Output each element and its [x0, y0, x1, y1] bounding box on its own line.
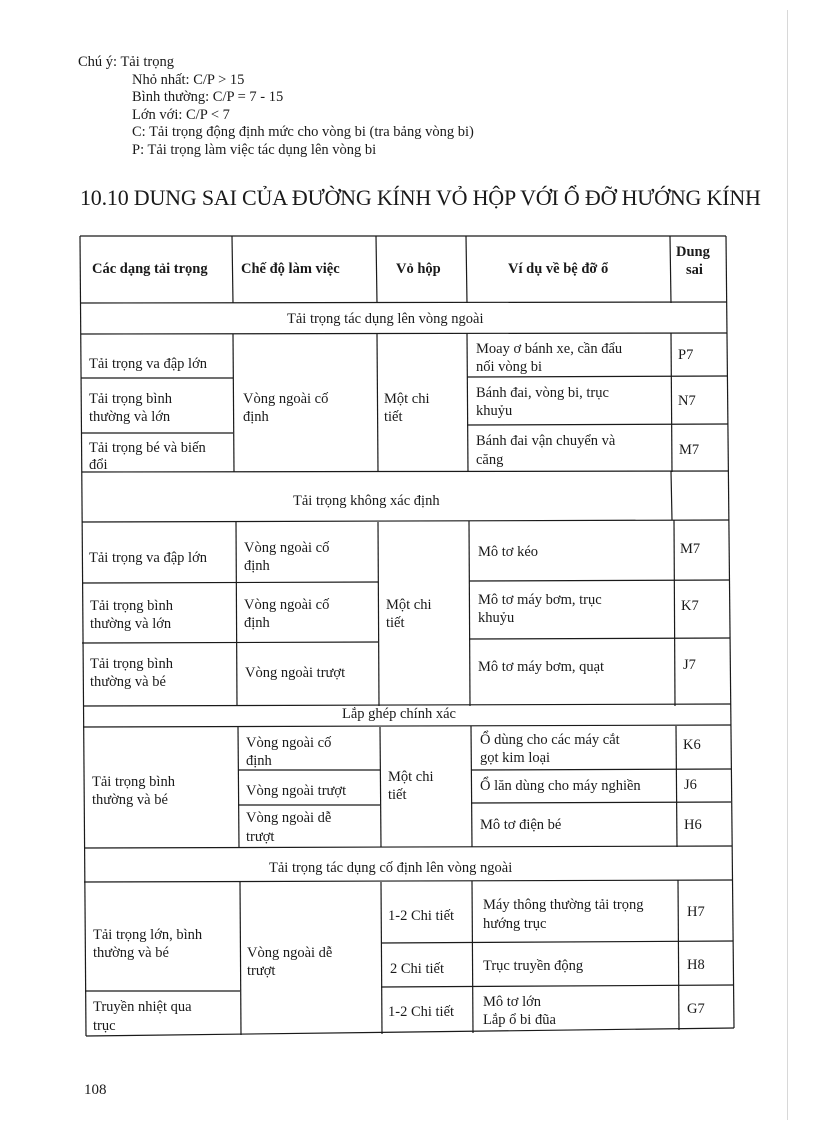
section-title: Tải trọng không xác định — [293, 493, 440, 509]
housing-cell: 1-2 Chi tiết — [388, 908, 455, 924]
load-note — [78, 54, 474, 160]
page-margin-line — [787, 10, 788, 1120]
housing-cell: tiết — [388, 787, 407, 803]
example-cell: Ổ lăn dùng cho máy nghiền — [480, 778, 641, 794]
note-line: C: Tải trọng động định mức cho vòng bi (tra bảng vòng bi) — [132, 124, 474, 141]
example-cell: hướng trục — [483, 916, 547, 932]
load-type-cell: thường và lớn — [90, 616, 172, 632]
work-mode-cell: định — [243, 409, 269, 425]
tolerance-cell: M7 — [680, 541, 701, 557]
section-title: Tải trọng tác dụng cố định lên vòng ngoài — [269, 860, 513, 876]
housing-cell: tiết — [386, 615, 405, 631]
work-mode-cell: Vòng ngoài dễ — [246, 810, 332, 826]
note-line: Lớn với: C/P < 7 — [132, 106, 230, 123]
note-line: Nhỏ nhất: C/P > 15 — [132, 71, 245, 88]
note-line: Bình thường: C/P = 7 - 15 — [132, 89, 284, 106]
load-type-cell: Tải trọng lớn, bình — [93, 927, 203, 943]
housing-cell: tiết — [384, 409, 403, 425]
example-cell: Moay ơ bánh xe, cần đẩu — [476, 341, 623, 357]
page-number: 108 — [84, 1082, 107, 1098]
tolerance-cell: P7 — [678, 347, 694, 363]
section-heading: 10.10 DUNG SAI CỦA ĐƯỜNG KÍNH VỎ HỘP VỚI Ổ ĐỠ HƯỚNG KÍNH — [80, 185, 761, 210]
work-mode-cell: Vòng ngoài cố — [246, 735, 332, 751]
header-work-mode: Chế độ làm việc — [241, 261, 340, 277]
housing-cell: 2 Chi tiết — [390, 961, 444, 977]
example-cell: Mô tơ điện bé — [480, 817, 562, 833]
example-cell: Lắp ổ bi đũa — [483, 1012, 556, 1028]
tolerance-cell: H8 — [687, 957, 705, 973]
tolerance-cell: K6 — [683, 737, 701, 753]
housing-cell: Một chi — [386, 597, 432, 613]
tolerance-cell: G7 — [687, 1001, 705, 1017]
example-cell: Bánh đai vận chuyển và — [476, 433, 616, 449]
housing-cell: Một chi — [388, 769, 434, 785]
work-mode-cell: Vòng ngoài cố — [243, 391, 329, 407]
example-cell: Trục truyền động — [483, 958, 584, 974]
work-mode-cell: Vòng ngoài trượt — [245, 665, 346, 681]
example-cell: khuỷu — [476, 403, 513, 419]
header-tolerance-line1: Dung — [676, 244, 710, 260]
load-type-cell: Tải trọng bình — [90, 656, 173, 672]
work-mode-cell: trượt — [247, 963, 276, 979]
load-type-cell: Tải trọng bình — [90, 598, 173, 614]
work-mode-cell: Vòng ngoài trượt — [246, 783, 347, 799]
example-cell: Mô tơ lớn — [483, 994, 542, 1010]
work-mode-cell: trượt — [246, 829, 275, 845]
housing-cell: Một chi — [384, 391, 430, 407]
section-title: Lắp ghép chính xác — [342, 706, 456, 722]
load-type-cell: thường và lớn — [89, 409, 171, 425]
tolerance-cell: H6 — [684, 817, 702, 833]
example-cell: Mô tơ máy bơm, quạt — [478, 659, 605, 675]
tolerance-cell: J7 — [683, 657, 696, 673]
header-housing: Vỏ hộp — [396, 261, 441, 277]
load-type-cell: trục — [93, 1018, 116, 1034]
section-title: Tải trọng tác dụng lên vòng ngoài — [287, 311, 484, 327]
load-type-cell: Tải trọng bé và biến — [89, 440, 206, 456]
load-type-cell: Tải trọng bình — [92, 774, 175, 790]
load-type-cell: Tải trọng va đập lớn — [89, 550, 207, 566]
work-mode-cell: định — [244, 558, 270, 574]
example-cell: căng — [476, 452, 504, 468]
example-cell: Mô tơ máy bơm, trục — [478, 592, 602, 608]
header-load-type: Các dạng tải trọng — [92, 261, 208, 277]
load-type-cell: thường và bé — [90, 674, 166, 690]
note-line: P: Tải trọng làm việc tác dụng lên vòng bi — [132, 141, 377, 158]
example-cell: Máy thông thường tải trọng — [483, 897, 644, 913]
tolerance-cell: J6 — [684, 777, 697, 793]
work-mode-cell: Vòng ngoài cố — [244, 540, 330, 556]
example-cell: Bánh đai, vòng bi, trục — [476, 385, 609, 401]
example-cell: khuỷu — [478, 610, 515, 626]
load-type-cell: đổi — [89, 457, 108, 473]
example-cell: nối vòng bi — [476, 359, 543, 375]
header-example: Ví dụ về bệ đỡ ổ — [508, 261, 609, 277]
note-title: Chú ý: Tải trọng — [78, 54, 174, 70]
load-type-cell: Tải trọng va đập lớn — [89, 356, 207, 372]
tolerance-cell: H7 — [687, 904, 705, 920]
example-cell: Ổ dùng cho các máy cắt — [480, 732, 620, 748]
tolerance-cell: N7 — [678, 393, 696, 409]
tolerance-cell: M7 — [679, 442, 700, 458]
load-type-cell: thường và bé — [92, 792, 168, 808]
example-cell: Mô tơ kéo — [478, 544, 539, 560]
work-mode-cell: Vòng ngoài dễ — [247, 945, 333, 961]
work-mode-cell: định — [244, 615, 270, 631]
header-tolerance-line2: sai — [686, 262, 703, 278]
load-type-cell: thường và bé — [93, 945, 169, 961]
housing-cell: 1-2 Chi tiết — [388, 1004, 455, 1020]
example-cell: gọt kim loại — [480, 750, 551, 766]
work-mode-cell: định — [246, 753, 272, 769]
load-type-cell: Truyền nhiệt qua — [93, 999, 192, 1015]
work-mode-cell: Vòng ngoài cố — [244, 597, 330, 613]
load-type-cell: Tải trọng bình — [89, 391, 172, 407]
tolerance-cell: K7 — [681, 598, 699, 614]
